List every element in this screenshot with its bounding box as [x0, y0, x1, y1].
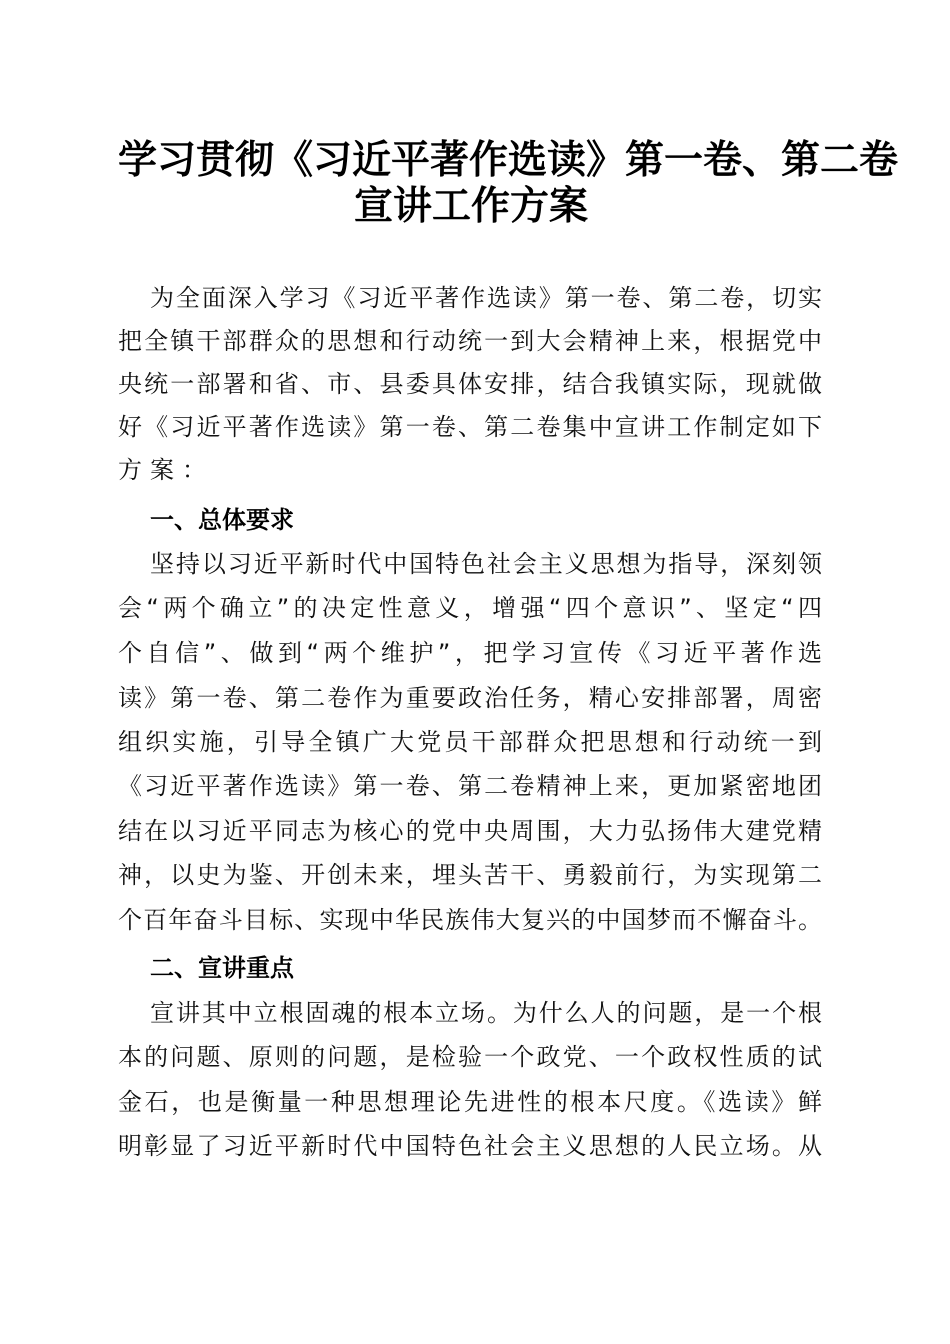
- section-heading-1: 一、总体要求: [150, 506, 294, 534]
- body-line: 组织实施，引导全镇广大党员干部群众把思想和行动统一到: [118, 728, 822, 756]
- body-line: 坚持以习近平新时代中国特色社会主义思想为指导，深刻领: [150, 550, 822, 578]
- body-line: 结在以习近平同志为核心的党中央周围，大力弘扬伟大建党精: [118, 817, 822, 845]
- document-title-line-2: 宣讲工作方案: [353, 183, 588, 229]
- intro-line: 好《习近平著作选读》第一卷、第二卷集中宣讲工作制定如下: [118, 413, 822, 441]
- body-line: 本的问题、原则的问题，是检验一个政党、一个政权性质的试: [118, 1043, 822, 1071]
- body-line: 明彰显了习近平新时代中国特色社会主义思想的人民立场。从: [118, 1132, 822, 1160]
- body-line: 个自信”、做到“两个维护”，把学习宣传《习近平著作选: [118, 639, 822, 667]
- intro-line: 把全镇干部群众的思想和行动统一到大会精神上来，根据党中: [118, 327, 822, 355]
- body-line: 会“两个确立”的决定性意义，增强“四个意识”、坚定“四: [118, 594, 822, 622]
- intro-line: 央统一部署和省、市、县委具体安排，结合我镇实际，现就做: [118, 370, 822, 398]
- body-line: 宣讲其中立根固魂的根本立场。为什么人的问题，是一个根: [150, 999, 822, 1027]
- intro-line: 为全面深入学习《习近平著作选读》第一卷、第二卷，切实: [150, 284, 822, 312]
- body-line: 个百年奋斗目标、实现中华民族伟大复兴的中国梦而不懈奋斗。: [118, 906, 822, 934]
- body-line: 金石，也是衡量一种思想理论先进性的根本尺度。《选读》鲜: [118, 1088, 822, 1116]
- document-title-line-1: 学习贯彻《习近平著作选读》第一卷、第二卷: [118, 137, 899, 183]
- body-line: 《习近平著作选读》第一卷、第二卷精神上来，更加紧密地团: [118, 772, 822, 800]
- section-heading-2: 二、宣讲重点: [150, 954, 294, 982]
- intro-line: 方案：: [118, 456, 214, 484]
- body-line: 神，以史为鉴、开创未来，埋头苦干、勇毅前行，为实现第二: [118, 861, 822, 889]
- body-line: 读》第一卷、第二卷作为重要政治任务，精心安排部署，周密: [118, 684, 822, 712]
